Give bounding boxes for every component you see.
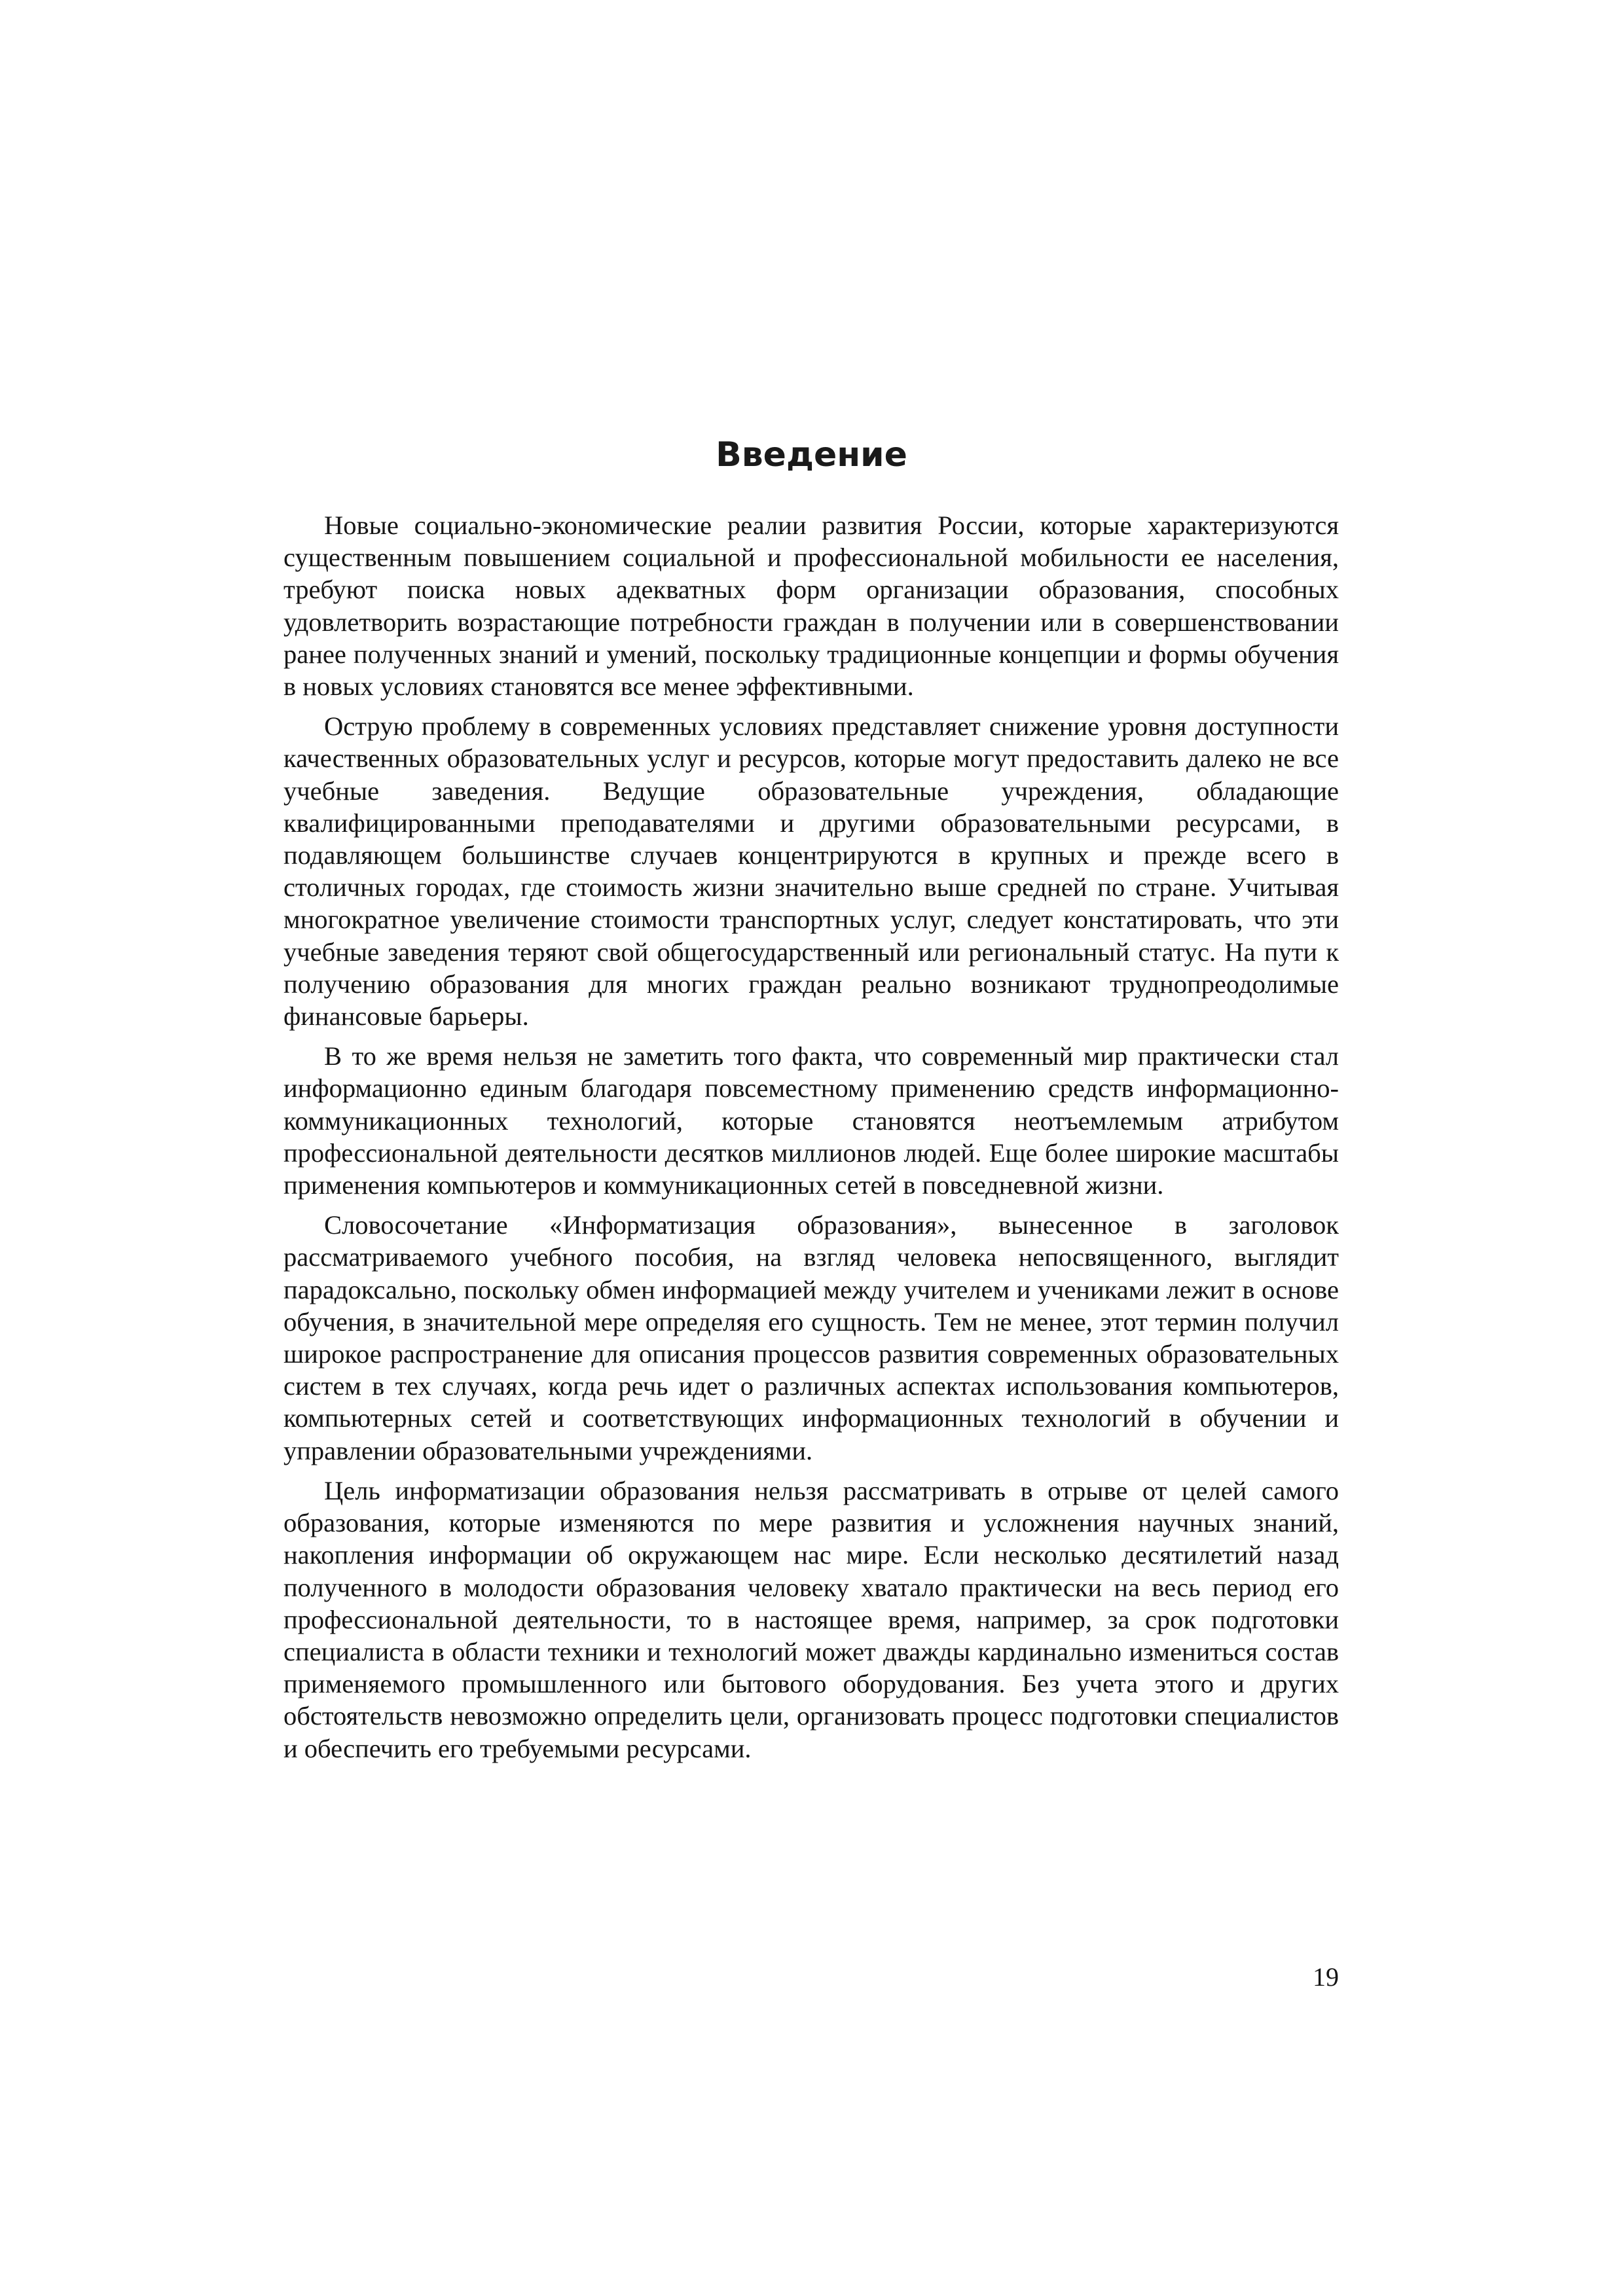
paragraph-3: В то же время нельзя не заметить того факта, что современный мир практически стал информационно единым благодаря повсеместному применению средств информационно-коммуникационных технологий, которые становятся неотъемлемым атрибутом профессиональной деятельности десятков миллионов людей. Еще более широкие масштабы применения компьютеров и коммуникационных сетей в повседневной жизни. [283, 1041, 1339, 1200]
paragraph-5: Цель информатизации образования нельзя рассматривать в отрыве от целей самого образования, которые изменяются по мере развития и усложнения научных знаний, накопления информации об окружающем нас мире. Если несколько десятилетий назад полученного в молодости образования человеку хватало практически на весь период его профессиональной деятельности, то в настоящее время, например, за срок подготовки специалиста в области техники и технологий может дважды кардинально измениться состав применяемого промышленного или бытового оборудования. Без учета этого и других обстоятельств невозможно определить цели, организовать процесс подготовки специалистов и обеспечить его требуемыми ресурсами. [283, 1475, 1339, 1763]
paragraph-1: Новые социально-экономические реалии развития России, которые характеризуются существенным повышением социальной и профессиональной мобильности ее населения, требуют поиска новых адекватных форм организации образования, способных удовлетворить возрастающие потребности граждан в получении или в совершенствовании ранее полученных знаний и умений, поскольку традиционные концепции и формы обучения в новых условиях становятся все менее эффективными. [283, 511, 1339, 702]
paragraph-2: Острую проблему в современных условиях представляет снижение уровня доступности качественных образовательных услуг и ресурсов, которые могут предоставить далеко не все учебные заведения. Ведущие образовательные учреждения, обладающие квалифицированными преподавателями и другими образовательными ресурсами, в подавляющем большинстве случаев концентрируются в крупных и прежде всего в столичных городах, где стоимость жизни значительно выше средней по стране. Учитывая многократное увеличение стоимости транспортных услуг, следует констатировать, что эти учебные заведения теряют свой общегосударственный или региональный статус. На пути к получению образования для многих граждан реально возникают труднопреодолимые финансовые барьеры. [283, 711, 1339, 1031]
chapter-title: Введение [716, 435, 907, 475]
paragraph-4: Словосочетание «Информатизация образования», вынесенное в заголовок рассматриваемого учебного пособия, на взгляд человека непосвященного, выглядит парадоксально, поскольку обмен информацией между учителем и учениками лежит в основе обучения, в значительной мере определяя его сущность. Тем не менее, этот термин получил широкое распространение для описания процессов развития современных образовательных систем в тех случаях, когда речь идет о различных аспектах использования компьютеров, компьютерных сетей и соответствующих информационных технологий в обучении и управлении образовательными учреждениями. [283, 1210, 1339, 1465]
page-number: 19 [1313, 1962, 1339, 1992]
body-text [283, 509, 1339, 1772]
